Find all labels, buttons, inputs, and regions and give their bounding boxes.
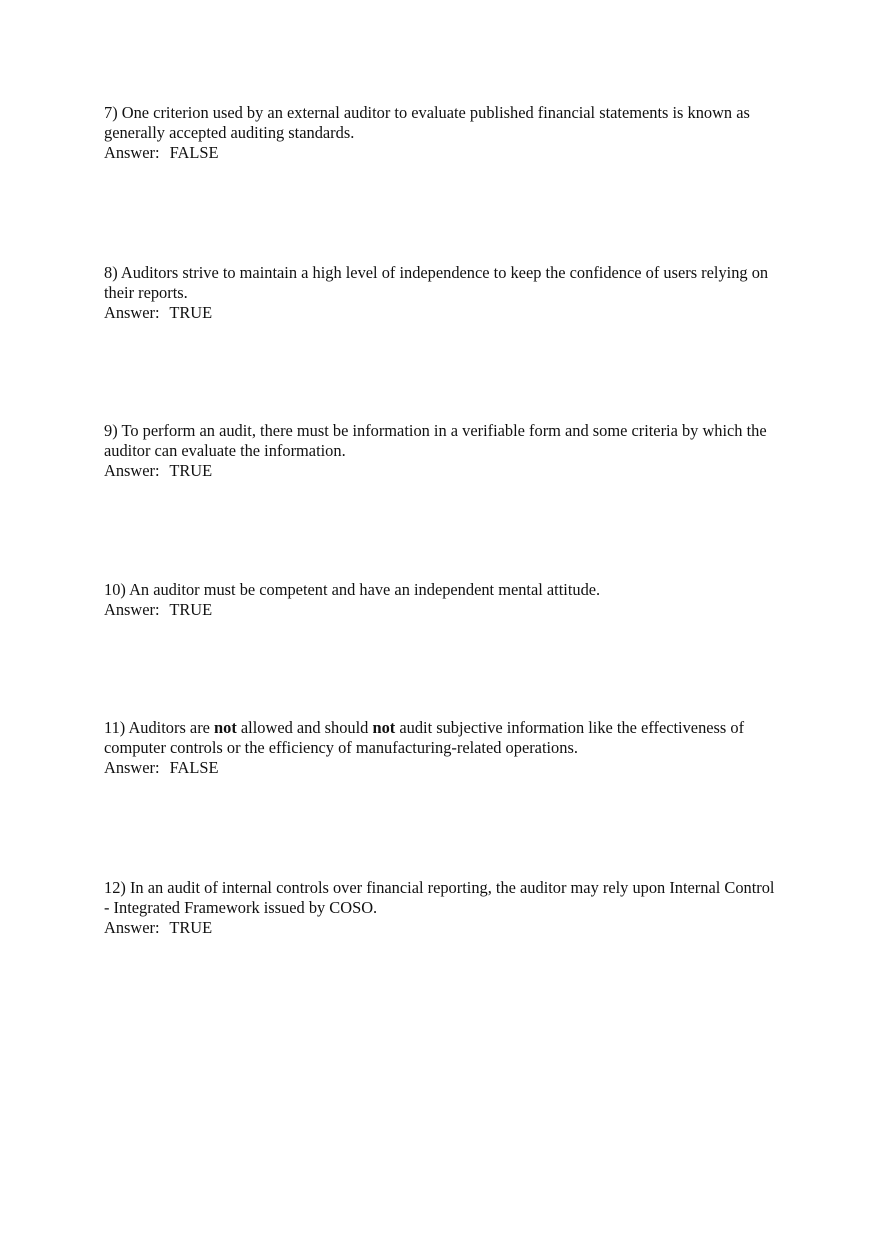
question-segment: An auditor must be competent and have an independent mental attitude. (129, 580, 601, 599)
question-segment: allowed and should (236, 718, 373, 737)
question-text (104, 580, 784, 600)
answer-value: FALSE (169, 758, 219, 777)
question-segment: Auditors are (128, 718, 215, 737)
question-segment: audit subjective information like the effectiveness of computer controls or the efficiency of manufacturing-related operations. (104, 718, 745, 757)
answer-label: Answer: (104, 600, 160, 619)
question-number: 9) (104, 421, 118, 440)
answer-label: Answer: (104, 918, 160, 937)
question-segment-bold: not (214, 718, 237, 737)
question-segment: In an audit of internal controls over financial reporting, the auditor may rely upon Internal Control - Integrated Framework issued by COSO. (104, 878, 775, 917)
question-text (104, 878, 784, 918)
answer-line (104, 303, 784, 323)
question-segment: One criterion used by an external auditor to evaluate published financial statements is known as generally accepted auditing standards. (104, 103, 750, 142)
question-number: 8) (104, 263, 118, 282)
question-10 (104, 580, 784, 620)
answer-line (104, 600, 784, 620)
answer-label: Answer: (104, 758, 160, 777)
question-8 (104, 263, 784, 323)
question-number: 12) (104, 878, 126, 897)
question-number: 11) (104, 718, 126, 737)
answer-value: TRUE (169, 461, 213, 480)
answer-value: FALSE (169, 143, 219, 162)
question-segment: Auditors strive to maintain a high level of independence to keep the confidence of users relying on their reports. (104, 263, 769, 302)
answer-label: Answer: (104, 143, 160, 162)
question-number: 7) (104, 103, 118, 122)
question-9 (104, 421, 784, 481)
answer-label: Answer: (104, 303, 160, 322)
question-7 (104, 103, 784, 163)
answer-line (104, 461, 784, 481)
answer-label: Answer: (104, 461, 160, 480)
question-text (104, 718, 784, 758)
answer-line (104, 143, 784, 163)
answer-value: TRUE (169, 918, 213, 937)
question-12 (104, 878, 784, 938)
question-segment-bold: not (372, 718, 396, 737)
question-11 (104, 718, 784, 778)
answer-value: TRUE (169, 600, 213, 619)
question-number: 10) (104, 580, 126, 599)
question-text (104, 421, 784, 461)
answer-line (104, 758, 784, 778)
answer-value: TRUE (169, 303, 213, 322)
question-text (104, 263, 784, 303)
question-text (104, 103, 784, 143)
question-segment: To perform an audit, there must be information in a verifiable form and some criteria by which the auditor can evaluate the information. (104, 421, 767, 460)
answer-line (104, 918, 784, 938)
